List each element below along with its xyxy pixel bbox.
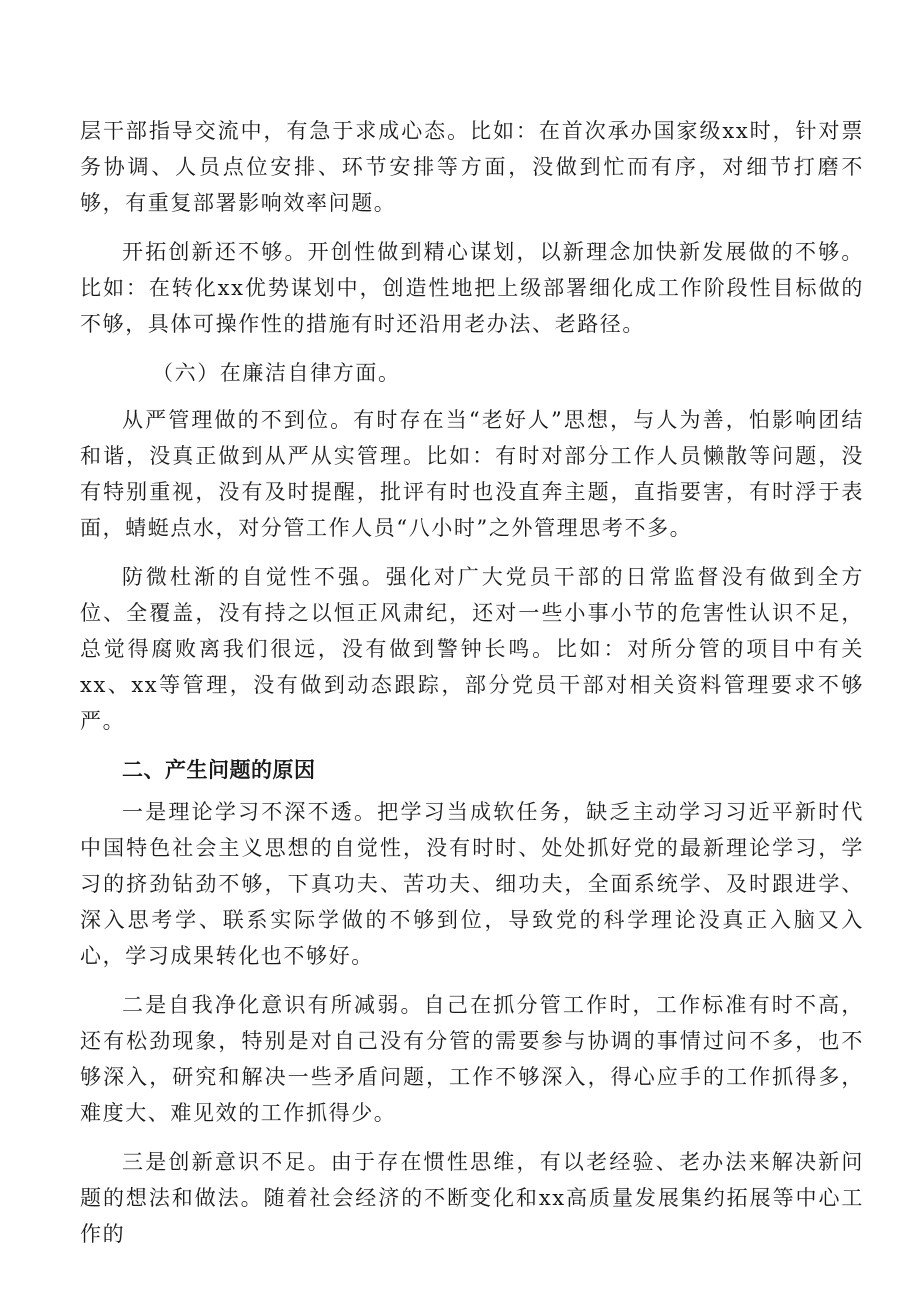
paragraph-text: 层干部指导交流中，有急于求成心态。比如：在首次承办国家级xx时，针对票务协调、人员点位安排、环节安排等方面，没做到忙而有序，对细节打磨不够，有重复部署影响效率问题。 [80,119,864,215]
section-subheading: （六）在廉洁自律方面。 [152,361,401,385]
document-page [80,113,864,1265]
section-heading: 二、产生问题的原因 [122,758,316,782]
paragraph-text: 防微杜渐的自觉性不强。强化对广大党员干部的日常监督没有做到全方位、全覆盖，没有持之以恒正风肃纪，还对一些小事小节的危害性认识不足，总觉得腐败离我们很远，没有做到警钟长鸣。比如：对所分管的项目中有关xx、xx等管理，没有做到动态跟踪，部分党员干部对相关资料管理要求不够严。 [80,565,864,733]
paragraph-text: 从严管理做的不到位。有时存在当“老好人”思想，与人为善，怕影响团结和谐，没真正做到从严从实管理。比如：有时对部分工作人员懒散等问题，没有特别重视，没有及时提醒，批评有时也没直奔主题，直指要害，有时浮于表面，蜻蜓点水，对分管工作人员“八小时”之外管理思考不多。 [80,408,864,540]
paragraph-text: 二是自我净化意识有所减弱。自己在抓分管工作时，工作标准有时不高，还有松劲现象，特别是对自己没有分管的需要参与协调的事情过问不多，也不够深入，研究和解决一些矛盾问题，工作不够深入，得心应手的工作抓得多，难度大、难见效的工作抓得少。 [80,993,864,1125]
paragraph-text: 开拓创新还不够。开创性做到精心谋划，以新理念加快新发展做的不够。比如：在转化xx优势谋划中，创造性地把上级部署细化成工作阶段性目标做的不够，具体可操作性的措施有时还沿用老办法、老路径。 [80,240,864,336]
paragraph-text: 一是理论学习不深不透。把学习当成软任务，缺乏主动学习习近平新时代中国特色社会主义思想的自觉性，没有时时、处处抓好党的最新理论学习，学习的挤劲钻劲不够，下真功夫、苦功夫、细功夫，全面系统学、及时跟进学、深入思考学、联系实际学做的不够到位，导致党的科学理论没真正入脑又入心，学习成果转化也不够好。 [80,800,864,968]
paragraph-text: 三是创新意识不足。由于存在惯性思维，有以老经验、老办法来解决新问题的想法和做法。随着社会经济的不断变化和xx高质量发展集约拓展等中心工作的 [80,1150,864,1246]
